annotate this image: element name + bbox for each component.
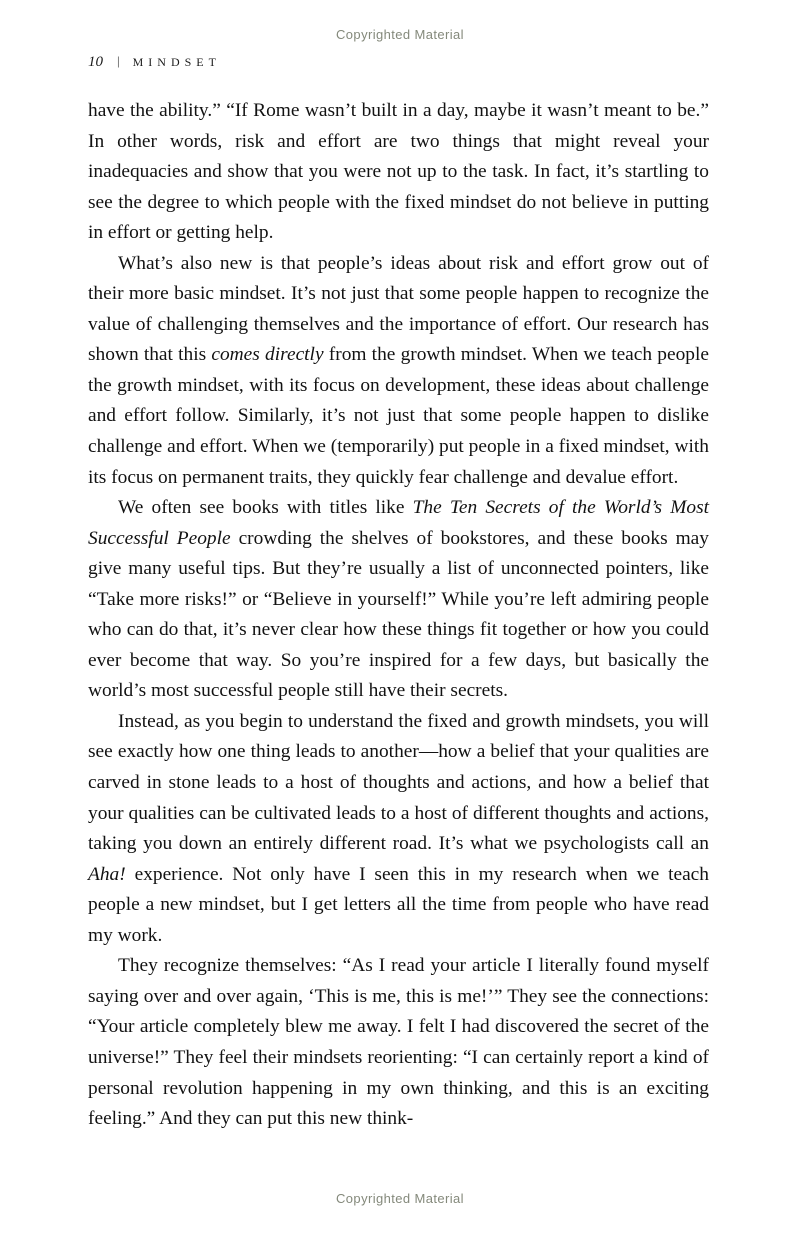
text-run: crowding the shelves of bookstores, and these books may give many useful tips. But they’re usually a list of unconnected pointers, like “Take more risks!” or “Believe in yourself!” While you’re left admiring people who can do that, it’s never clear how these things fit together or how you could ever become that way. So you’re inspired for a few days, but basically the world’s most successful people still have their secrets. — [88, 527, 709, 702]
text-run: The Ten Secrets of the World’s Most Successful People — [88, 497, 709, 549]
copyright-notice-top: Copyrighted Material — [336, 27, 464, 42]
text-run: have the ability.” “If Rome wasn’t built in a day, maybe it wasn’t meant to be.” In other words, risk and effort are two things that might reveal your inadequacies and show that you were not up to the task. In fact, it’s startling to see the degree to which people with the fixed mindset do not believe in putting in effort or getting help. — [88, 100, 709, 244]
header-separator: | — [117, 53, 120, 68]
text-run: What’s also new is that people’s ideas about risk and effort grow out of their more basic mindset. It’s not just that some people happen to recognize the value of challenging themselves and the importance of effort. Our research has shown that this — [88, 252, 709, 366]
copyright-notice-bottom: Copyrighted Material — [336, 1191, 464, 1206]
paragraph — [88, 249, 709, 493]
text-run: Instead, as you begin to understand the fixed and growth mindsets, you will see exactly how one thing leads to another—how a belief that your qualities are carved in stone leads to a host of thoughts and actions, and how a belief that your qualities can be cultivated leads to a host of different thoughts and actions, taking you down an entirely different road. It’s what we psychologists call an — [88, 710, 709, 855]
page-number: 10 — [88, 54, 103, 70]
text-run: Aha! — [88, 863, 126, 885]
paragraph — [88, 951, 709, 1134]
text-run: They recognize themselves: “As I read your article I literally found myself saying over and over again, ‘This is me, this is me!’” They see the connections: “Your article completely blew me away. I felt I had discovered the secret of the universe!” They feel their mindsets reorienting: “I can certainly report a kind of personal revolution happening in my own thinking, and this is an exciting feeling.” And they can put this new think- — [88, 955, 709, 1130]
paragraph — [88, 707, 709, 951]
text-run: from the growth mindset. When we teach people the growth mindset, with its focus on development, these ideas about challenge and effort follow. Similarly, it’s not just that some people happen to dislike challenge and effort. When we (temporarily) put people in a fixed mindset, with its focus on permanent traits, they quickly fear challenge and devalue effort. — [88, 344, 709, 488]
paragraph — [88, 493, 709, 707]
text-run: We often see books with titles like — [118, 497, 413, 519]
running-header — [88, 53, 221, 71]
book-title: MINDSET — [132, 55, 221, 69]
text-run: comes directly — [211, 344, 324, 366]
body-text — [88, 96, 709, 1135]
text-run: experience. Not only have I seen this in my research when we teach people a new mindset, but I get letters all the time from people who have read my work. — [88, 863, 709, 946]
paragraph — [88, 96, 709, 249]
